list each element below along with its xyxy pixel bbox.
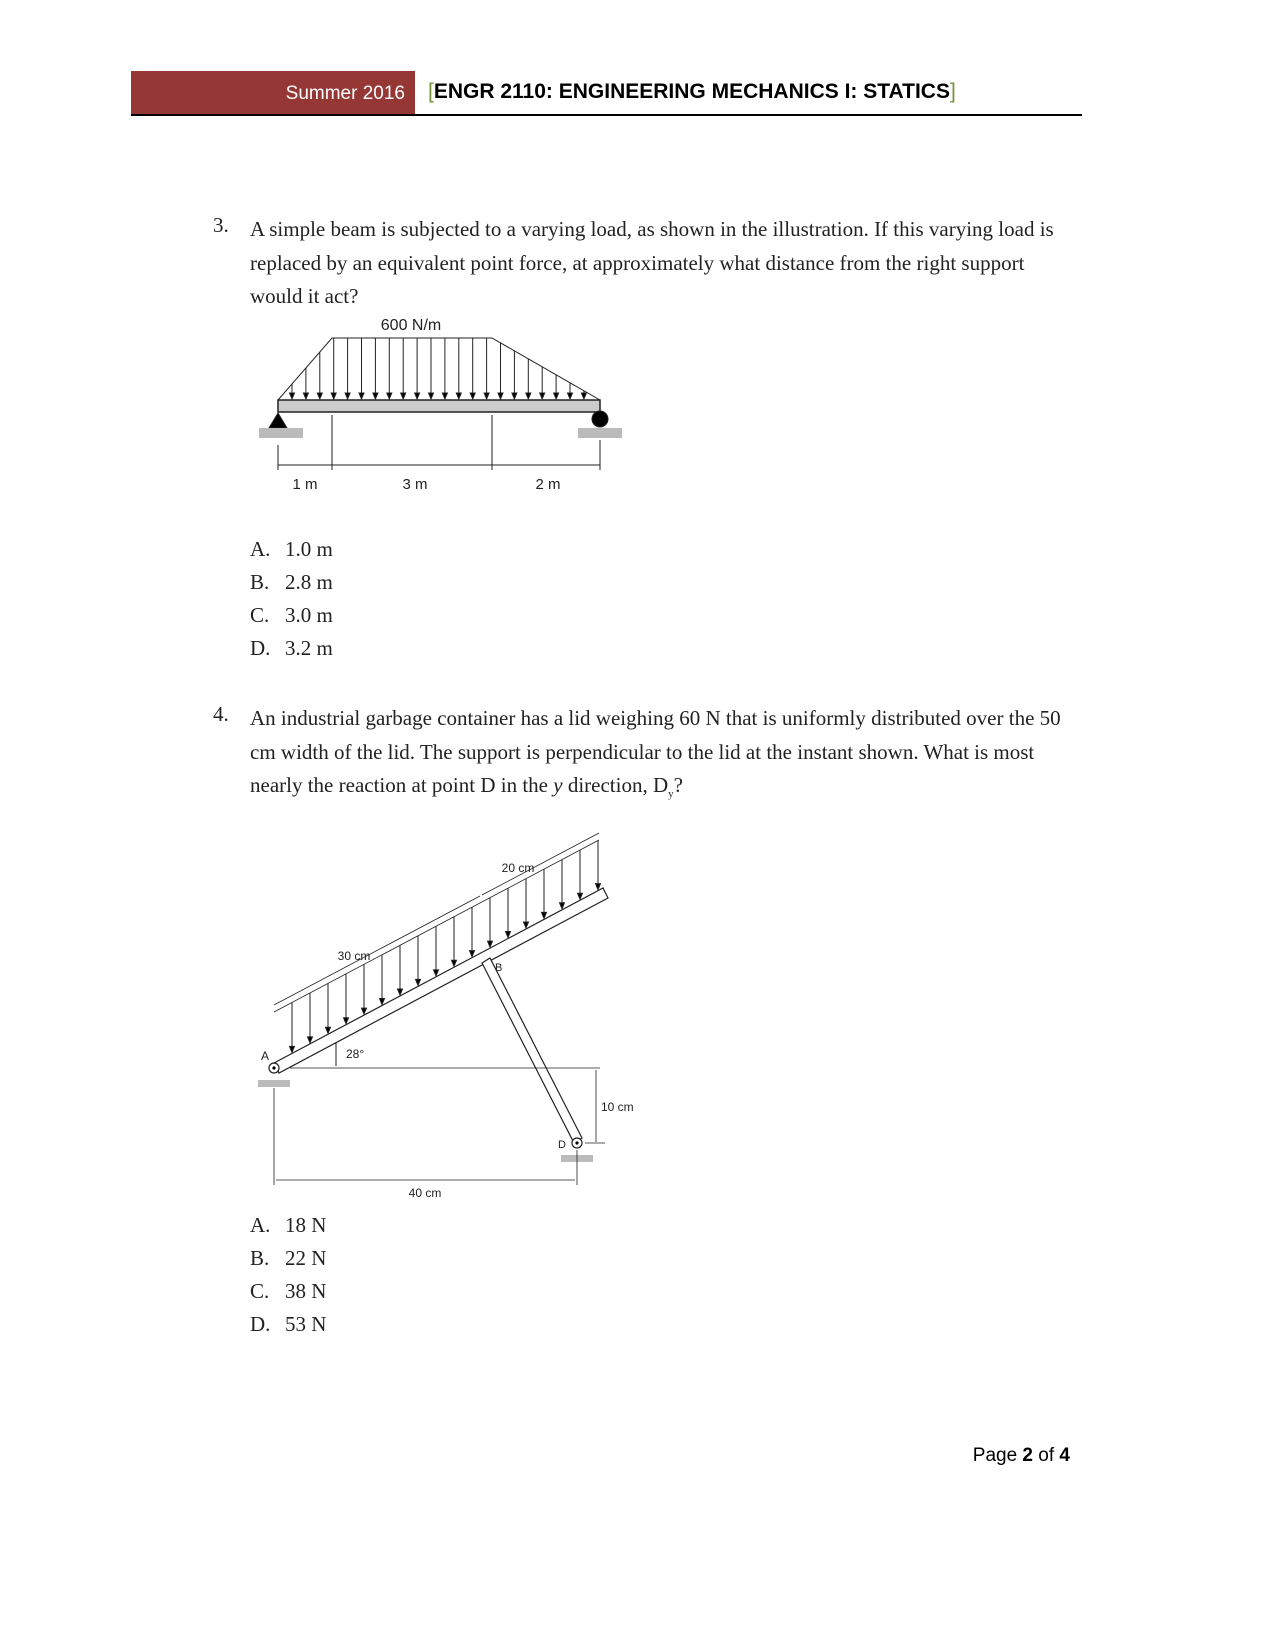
question-4-number: 4.: [213, 702, 229, 726]
arrow-head: [380, 999, 385, 1005]
arrow-head: [506, 932, 511, 938]
arrow-head: [345, 393, 350, 399]
arrow-head: [308, 1037, 313, 1043]
label-d: D: [558, 1139, 566, 1151]
arrow-head: [512, 393, 517, 399]
question-3-number: 3.: [213, 213, 229, 237]
dim-2m: 2 m: [535, 476, 561, 493]
roller-support: [592, 411, 608, 427]
arrow-head: [542, 912, 547, 918]
bracket-close: ]: [949, 80, 956, 103]
q4-option-d: D. 53 N: [250, 1312, 327, 1336]
arrow-head: [488, 941, 493, 947]
arrow-head: [596, 884, 601, 890]
arrow-head: [560, 903, 565, 909]
q4-option-a: A. 18 N: [250, 1213, 327, 1237]
lid-diagram: [258, 833, 634, 1200]
ground-left: [259, 428, 303, 438]
dim-20-label: 20 cm: [501, 861, 535, 875]
beam: [278, 400, 600, 412]
arrow-head: [387, 393, 392, 399]
lid-load-arrows: [290, 841, 601, 1053]
page-number: Page 2 of 4: [972, 1445, 1070, 1466]
arrow-head: [331, 393, 336, 399]
arrow-head: [526, 393, 531, 399]
arrow-head: [344, 1018, 349, 1024]
arrow-head: [326, 1027, 331, 1033]
course-name: ENGR 2110: ENGINEERING MECHANICS I: STATICS: [433, 80, 950, 103]
arrow-head: [401, 393, 406, 399]
question-4-text: An industrial garbage container has a lid weighing 60 N that is uniformly distributed over the 50 cm width of the lid. The support is perpendicular to the lid at the instant shown. What is most nearly the reaction at point D in the y direction, $D_y$?: [250, 706, 1061, 801]
arrow-head: [568, 393, 573, 399]
header-term: Summer 2016: [285, 83, 405, 104]
load-label: 600 N/m: [380, 317, 442, 334]
q3-option-d: D. 3.2 m: [250, 636, 333, 660]
lid: [274, 888, 608, 1073]
arrow-head: [416, 979, 421, 985]
arrow-head: [484, 393, 489, 399]
arrow-head: [434, 970, 439, 976]
angle-label: 28°: [346, 1047, 365, 1061]
dim-3m: 3 m: [402, 476, 428, 493]
support-bar: [482, 958, 582, 1143]
arrow-head: [317, 393, 322, 399]
arrow-head: [442, 393, 447, 399]
dim-30-line: [274, 896, 480, 1005]
arrow-head: [470, 393, 475, 399]
dim-10-label: 10 cm: [601, 1100, 634, 1114]
arrow-head: [398, 989, 403, 995]
arrow-head: [362, 1008, 367, 1014]
q3-option-a: A. 1.0 m: [250, 537, 333, 561]
arrow-head: [359, 393, 364, 399]
arrow-head: [373, 393, 378, 399]
dim-20-line: [482, 833, 599, 895]
dim-30-label: 30 cm: [337, 949, 371, 963]
load-outline: [278, 338, 600, 400]
q4-option-c: C. 38 N: [250, 1279, 327, 1303]
load-arrows: [290, 338, 587, 399]
q3-option-c: C. 3.0 m: [250, 603, 333, 627]
arrow-head: [524, 922, 529, 928]
arrow-head: [578, 893, 583, 899]
beam-diagram: [259, 317, 622, 493]
dim-40-label: 40 cm: [408, 1186, 442, 1200]
arrow-head: [290, 393, 295, 399]
arrow-head: [498, 393, 503, 399]
arrow-head: [470, 951, 475, 957]
arrow-head: [452, 960, 457, 966]
arrow-head: [554, 393, 559, 399]
dim-1m: 1 m: [292, 476, 318, 493]
q4-option-b: B. 22 N: [250, 1246, 327, 1270]
ground-right: [578, 428, 622, 438]
label-b: B: [495, 962, 503, 974]
arrow-head: [303, 393, 308, 399]
q3-option-b: B. 2.8 m: [250, 570, 333, 594]
ground-a: [258, 1080, 290, 1087]
arrow-head: [456, 393, 461, 399]
bracket-open: [: [428, 80, 434, 103]
pin-support: [269, 413, 287, 428]
arrow-head: [581, 393, 586, 399]
label-a: A: [261, 1049, 270, 1063]
arrow-head: [415, 393, 420, 399]
arrow-head: [540, 393, 545, 399]
arrow-head: [290, 1046, 295, 1052]
question-3-text: A simple beam is subjected to a varying load, as shown in the illustration. If this varying load is replaced by an equivalent point force, at approximately what distance from the right support would it act?: [250, 217, 1054, 308]
arrow-head: [429, 393, 434, 399]
